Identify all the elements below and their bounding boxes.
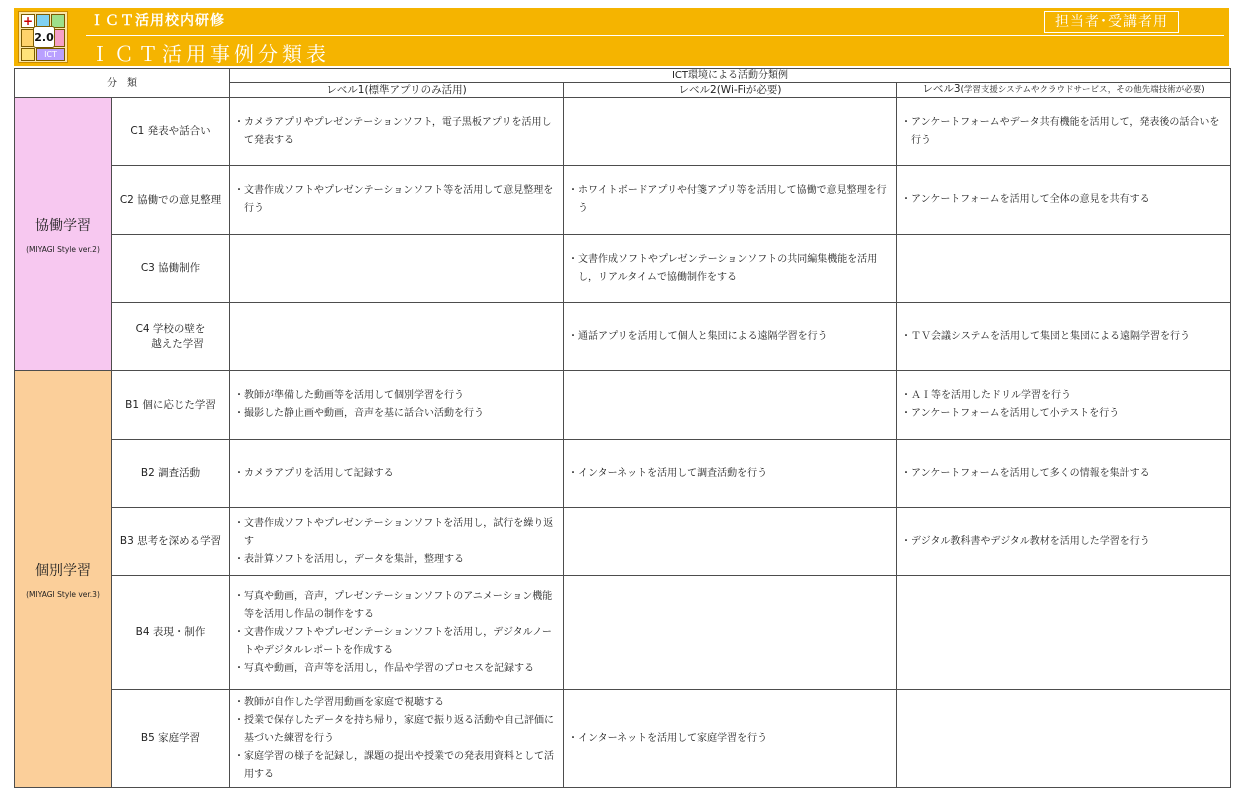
level-3-cell xyxy=(897,576,1231,690)
category-cell xyxy=(112,440,230,508)
group-name: 個別学習 xyxy=(35,562,91,579)
category-header: 分 類 xyxy=(15,69,230,98)
category-label: 越えた学習 xyxy=(151,337,204,350)
activity-item: ・ アンケートフォームを活用して多くの情報を集計する xyxy=(901,465,1226,483)
level-3-cell xyxy=(897,508,1231,576)
header-subtitle: ＩＣＴ活用校内研修 xyxy=(90,13,225,29)
group-name: 協働学習 xyxy=(35,217,91,234)
level-2-cell xyxy=(564,235,897,303)
logo-version: 2.0 xyxy=(33,26,55,48)
level-3-header: レベル3(学習支援システムやクラウドサービス，その他先端技術が必要) xyxy=(897,83,1231,98)
activity-item: ・ 教師が自作した学習用動画を家庭で視聴する xyxy=(234,694,559,712)
level-3-cell xyxy=(897,98,1231,166)
group-cell xyxy=(15,98,112,371)
category-label: B2 調査活動 xyxy=(140,467,201,479)
activity-item: ・ カメラアプリを活用して記録する xyxy=(234,465,559,483)
logo-plus-tile: + xyxy=(22,14,34,28)
audience-tag: 担当者･受講者用 xyxy=(1044,11,1179,33)
category-label: B4 表現・制作 xyxy=(135,626,206,638)
activity-item: ・ 文書作成ソフトやプレゼンテーションソフトの共同編集機能を活用し，リアルタイムで協働制作をする xyxy=(568,251,892,287)
level-1-header: レベル1(標準アプリのみ活用) xyxy=(230,83,564,98)
level-1-cell xyxy=(230,303,564,371)
activity-item: ・ 教師が準備した動画等を活用して個別学習を行う xyxy=(234,387,559,405)
table-row xyxy=(15,371,1231,440)
activity-item: ・ 家庭学習の様子を記録し，課題の提出や授業での発表用資料として活用する xyxy=(234,748,559,784)
group-version: (MIYAGI Style ver.2) xyxy=(26,244,100,254)
level-2-cell xyxy=(564,166,897,235)
activity-item: ・ アンケートフォームを活用して小テストを行う xyxy=(901,405,1226,423)
level-3-cell xyxy=(897,303,1231,371)
category-label: C4 学校の壁を xyxy=(135,322,206,335)
activity-item: ・ インターネットを活用して調査活動を行う xyxy=(568,465,892,483)
level-3-cell xyxy=(897,440,1231,508)
table-row xyxy=(15,166,1231,235)
level-1-cell xyxy=(230,440,564,508)
category-label: C2 協働での意見整理 xyxy=(119,193,222,206)
category-label: C3 協働制作 xyxy=(140,262,201,274)
activity-item: ・ 文書作成ソフトやプレゼンテーションソフト等を活用して意見整理を行う xyxy=(234,182,559,218)
activity-item: ・ 文書作成ソフトやプレゼンテーションソフトを活用し，試行を繰り返す xyxy=(234,515,559,551)
header-divider xyxy=(86,35,1224,36)
level-1-cell xyxy=(230,690,564,788)
category-cell xyxy=(112,371,230,440)
level-3-cell xyxy=(897,690,1231,788)
category-cell xyxy=(112,303,230,371)
level-2-header: レベル2(Wi-Fiが必要) xyxy=(564,83,897,98)
category-label: B3 思考を深める学習 xyxy=(119,535,222,547)
level-2-cell xyxy=(564,98,897,166)
table-row xyxy=(15,576,1231,690)
category-cell xyxy=(112,690,230,788)
activity-item: ・ カメラアプリやプレゼンテーションソフト，電子黒板アプリを活用して発表する xyxy=(234,114,559,150)
category-label: B1 個に応じた学習 xyxy=(125,398,216,411)
level-1-cell xyxy=(230,371,564,440)
activity-item: ・ ホワイトボードアプリや付箋アプリ等を活用して協働で意見整理を行う xyxy=(568,182,892,218)
table-row xyxy=(15,440,1231,508)
activity-item: ・ 通話アプリを活用して個人と集団による遠隔学習を行う xyxy=(568,328,892,346)
table-row xyxy=(15,303,1231,371)
activity-header: ICT環境による活動分類例 xyxy=(230,69,1231,83)
level-3-cell xyxy=(897,166,1231,235)
table-row xyxy=(15,235,1231,303)
logo-tile xyxy=(21,48,35,61)
table-row xyxy=(15,508,1231,576)
level-2-cell xyxy=(564,440,897,508)
level-2-cell xyxy=(564,576,897,690)
activity-item: ・ 授業で保存したデータを持ち帰り，家庭で振り返る活動や自己評価に基づいた練習を行う xyxy=(234,712,559,748)
category-label: C1 発表や話合い xyxy=(130,125,211,137)
table-row xyxy=(15,98,1231,166)
logo-ict-tile: ICT xyxy=(36,48,65,61)
group-version: (MIYAGI Style ver.3) xyxy=(26,589,100,599)
category-cell xyxy=(112,166,230,235)
activity-item: ・ アンケートフォームを活用して全体の意見を共有する xyxy=(901,191,1226,209)
table-row xyxy=(15,690,1231,788)
activity-item: ・ 文書作成ソフトやプレゼンテーションソフトを活用し，デジタルノートやデジタルレポートを作成する xyxy=(234,624,559,660)
activity-item: ・ インターネットを活用して家庭学習を行う xyxy=(568,730,892,748)
ict-logo xyxy=(18,11,68,63)
level-2-cell xyxy=(564,371,897,440)
level-1-cell xyxy=(230,98,564,166)
level-3-cell xyxy=(897,235,1231,303)
classification-table xyxy=(14,68,1231,788)
header-banner xyxy=(14,8,1229,66)
category-cell xyxy=(112,576,230,690)
level-3-cell xyxy=(897,371,1231,440)
category-cell xyxy=(112,98,230,166)
level-2-cell xyxy=(564,508,897,576)
group-cell xyxy=(15,371,112,788)
activity-item: ・ 表計算ソフトを活用し，データを集計，整理する xyxy=(234,551,559,569)
category-cell xyxy=(112,235,230,303)
category-label: B5 家庭学習 xyxy=(140,732,201,744)
activity-item: ・ デジタル教科書やデジタル教材を活用した学習を行う xyxy=(901,533,1226,551)
level-2-cell xyxy=(564,690,897,788)
activity-item: ・ 写真や動画，音声等を活用し，作品や学習のプロセスを記録する xyxy=(234,660,559,678)
level-1-cell xyxy=(230,166,564,235)
level-1-cell xyxy=(230,576,564,690)
level-1-cell xyxy=(230,235,564,303)
level-2-cell xyxy=(564,303,897,371)
activity-item: ・ 写真や動画，音声，プレゼンテーションソフトのアニメーション機能等を活用し作品の制作をする xyxy=(234,588,559,624)
category-cell xyxy=(112,508,230,576)
activity-item: ・ アンケートフォームやデータ共有機能を活用して，発表後の話合いを行う xyxy=(901,114,1226,150)
activity-item: ・ 撮影した静止画や動画，音声を基に話合い活動を行う xyxy=(234,405,559,423)
activity-item: ・ ＡＩ等を活用したドリル学習を行う xyxy=(901,387,1226,405)
level-1-cell xyxy=(230,508,564,576)
page-title: ＩＣＴ活用事例分類表 xyxy=(90,42,330,66)
activity-item: ・ ＴＶ会議システムを活用して集団と集団による遠隔学習を行う xyxy=(901,328,1226,346)
